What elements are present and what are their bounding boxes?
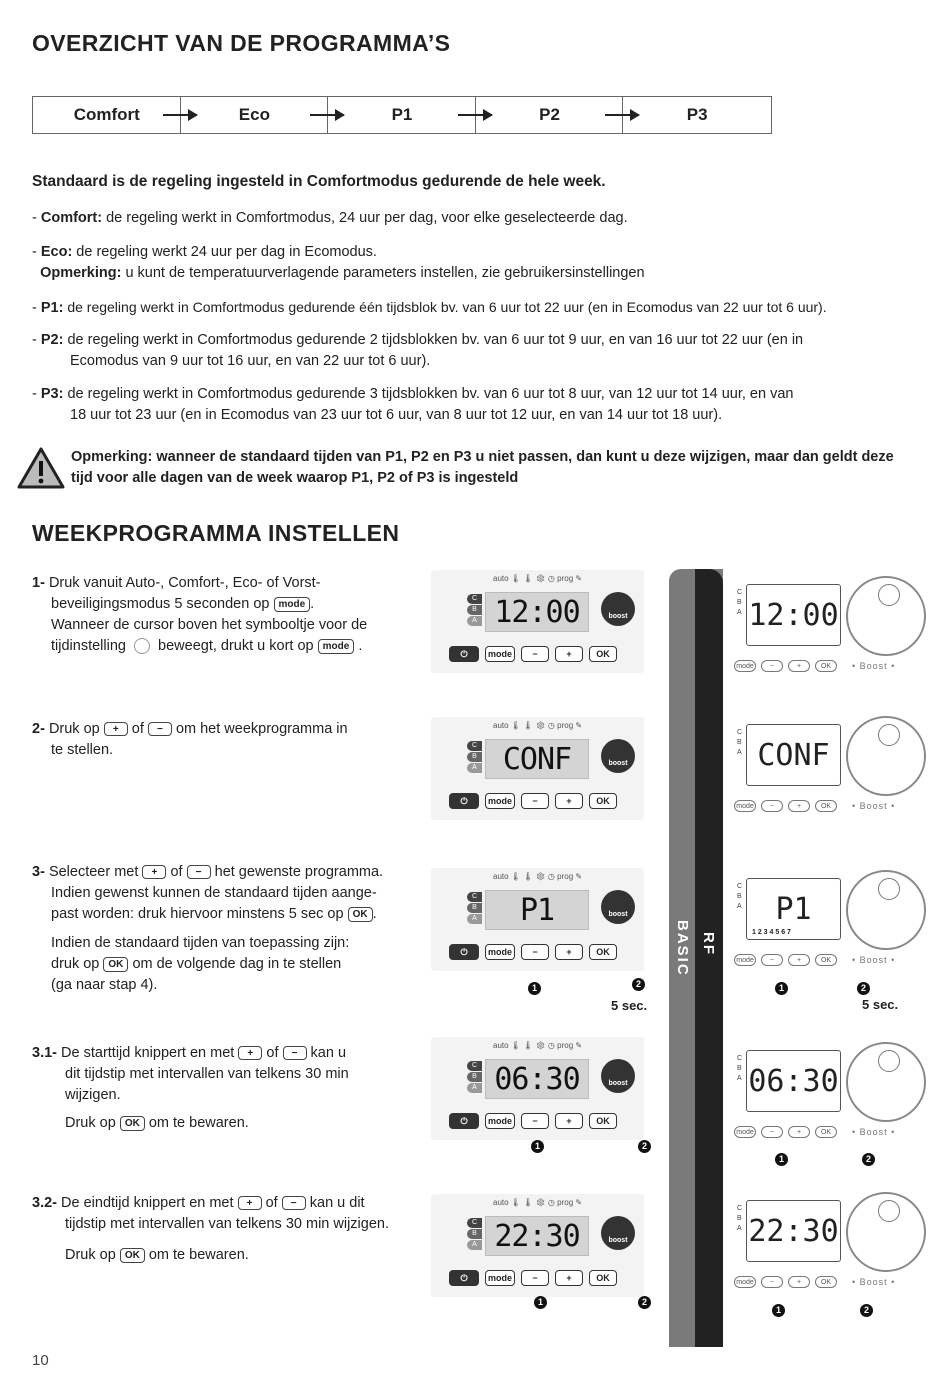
boost-label[interactable]: • Boost • (852, 801, 896, 811)
ok-key-icon: OK (120, 1116, 145, 1131)
abc-b: B (737, 1065, 742, 1072)
abc-a: A (737, 903, 742, 910)
step-2 (32, 719, 417, 761)
button-row (449, 793, 617, 809)
minus-key-icon: − (283, 1046, 307, 1060)
basic-panel-4 (431, 1037, 644, 1140)
plus-button[interactable]: + (788, 954, 810, 966)
step-text: of (265, 1195, 278, 1211)
flow-label: P2 (539, 105, 560, 124)
mode-button[interactable]: mode (734, 954, 756, 966)
rf-panel-3 (732, 866, 910, 971)
step-text: Druk op (48, 721, 100, 737)
step-text: Selecteer met (48, 864, 139, 880)
mode-button[interactable]: mode (485, 646, 515, 662)
abc-indicator (467, 1218, 482, 1251)
rf-label: RF (700, 932, 717, 956)
bullet-p1: - P1: de regeling werkt in Comfortmodus gedurende één tijdsblok bv. van 6 uur tot 22 uur (en in Ecomodus van 22 uur tot 6 uur). (32, 299, 827, 316)
marker-2: 2 (860, 1304, 873, 1317)
bullet-text-cont: Ecomodus van 9 uur tot 16 uur, en van 22 uur tot 6 uur). (70, 353, 431, 369)
lcd-display: 22:30 (485, 1216, 589, 1256)
abc-c: C (737, 1205, 743, 1212)
step-text: kan u dit (309, 1195, 365, 1211)
bullet-text: de regeling werkt 24 uur per dag in Ecomodus. (72, 244, 377, 260)
abc-b: B (737, 739, 742, 746)
dial-knob[interactable] (846, 716, 926, 796)
mode-icons: auto 🌡 🌡 ❄ ◷ prog ✎ (493, 1041, 583, 1050)
abc-indicator (737, 1054, 742, 1084)
lead-text: Standaard is de regeling ingesteld in Comfortmodus gedurende de hele week. (32, 173, 606, 190)
step-text: om te bewaren. (148, 1115, 249, 1131)
rf-button-row (734, 954, 895, 966)
step-text: tijdstip met intervallen van telkens 30 min wijzigen. (65, 1216, 389, 1232)
mode-button[interactable]: mode (485, 1270, 515, 1286)
power-button[interactable]: ⏻ (449, 646, 479, 662)
rf-lcd-display: P1 (746, 878, 841, 940)
lcd-display: P1 (485, 890, 589, 930)
power-button[interactable]: ⏻ (449, 944, 479, 960)
rf-panel-4 (732, 1038, 910, 1143)
marker-2: 2 (857, 982, 870, 995)
abc-c: C (467, 741, 482, 751)
bullet-label: Eco: (40, 244, 73, 260)
minus-button[interactable]: − (521, 1113, 549, 1129)
abc-c: C (467, 1061, 482, 1071)
plus-button[interactable]: + (555, 1113, 583, 1129)
lcd-display: 12:00 (485, 592, 589, 632)
minus-button[interactable]: − (761, 1276, 783, 1288)
minus-key-icon: − (282, 1196, 306, 1210)
bullet-p3: - P3: de regeling werkt in Comfortmodus gedurende 3 tijdsblokken bv. van 6 uur tot 8 uur, van 12 uur tot 14 uur, en van 18 uur tot 23 uur (en in Ecomodus van 23 uur tot 6 uur, van 8 uur tot 12 uur, en van 14 uur tot 18 uur). (32, 384, 912, 426)
marker-2: 2 (632, 978, 645, 991)
marker-2: 2 (638, 1296, 651, 1309)
ok-button[interactable]: OK (589, 1270, 617, 1286)
abc-indicator (737, 882, 742, 912)
flow-label: Eco (238, 105, 270, 124)
abc-indicator (737, 588, 742, 618)
plus-button[interactable]: + (788, 800, 810, 812)
abc-b: B (737, 599, 742, 606)
marker-2: 2 (638, 1140, 651, 1153)
plus-key-icon: + (104, 722, 128, 736)
abc-b: B (467, 605, 482, 615)
ok-key-icon: OK (103, 957, 128, 972)
bullet-comfort: - Comfort: de regeling werkt in Comfortmodus, 24 uur per dag, voor elke geselecteerde dag. (32, 210, 628, 226)
plus-button[interactable]: + (555, 1270, 583, 1286)
abc-a: A (467, 616, 482, 626)
boost-button[interactable]: boost (601, 592, 635, 626)
rf-lcd-display: 22:30 (746, 1200, 841, 1262)
step-text: Indien gewenst kunnen de standaard tijden aange- (51, 885, 377, 901)
rf-lcd-display: CONF (746, 724, 841, 786)
bullet-text: de regeling werkt in Comfortmodus gedurende één tijdsblok bv. van 6 uur tot 22 uur (en in Ecomodus van 22 uur tot 6 uur). (63, 299, 827, 315)
marker-1: 1 (775, 1153, 788, 1166)
abc-a: A (737, 609, 742, 616)
boost-button[interactable]: boost (601, 1216, 635, 1250)
basic-panel-5 (431, 1194, 644, 1297)
rf-lcd-display: 12:00 (746, 584, 841, 646)
abc-b: B (737, 1215, 742, 1222)
abc-b: B (737, 893, 742, 900)
abc-c: C (737, 729, 743, 736)
dial-knob[interactable] (846, 870, 926, 950)
abc-b: B (467, 1072, 482, 1082)
abc-indicator (467, 892, 482, 925)
bullet-label: P3: (40, 386, 64, 402)
button-row (449, 646, 617, 662)
bullet-text: de regeling werkt in Comfortmodus, 24 uur per dag, voor elke geselecteerde dag. (102, 210, 628, 226)
step-text: beveiligingsmodus 5 seconden op (51, 596, 270, 612)
step-text: tijdinstelling (51, 638, 126, 654)
abc-c: C (467, 1218, 482, 1228)
abc-a: A (737, 1075, 742, 1082)
bullet-text: de regeling werkt in Comfortmodus gedurende 3 tijdsblokken bv. van 6 uur tot 8 uur, van 12 uur tot 14 uur, en van (63, 386, 794, 402)
step-text: Druk op (65, 1247, 116, 1263)
abc-a: A (467, 1083, 482, 1093)
boost-label[interactable]: • Boost • (852, 1127, 896, 1137)
step-text: het gewenste programma. (214, 864, 384, 880)
marker-1: 1 (534, 1296, 547, 1309)
abc-b: B (467, 752, 482, 762)
step-text: of (170, 864, 183, 880)
plus-key-icon: + (238, 1046, 262, 1060)
ok-key-icon: OK (120, 1248, 145, 1263)
warning-icon (16, 446, 66, 490)
step-3: 3- Selecteer met + of − het gewenste programma. Indien gewenst kunnen de standaard tijden aange- past worden: druk hiervoor minstens 5 sec op OK . Indien de standaard tijden van toepassing zijn: druk op OK om de volgende dag in te stellen (ga naar stap 4). (32, 862, 417, 996)
bullet-label: P2: (40, 332, 64, 348)
plus-key-icon: + (238, 1196, 262, 1210)
ok-button[interactable]: OK (589, 793, 617, 809)
abc-c: C (737, 589, 743, 596)
rf-button-row (734, 660, 895, 672)
basic-label: BASIC (674, 920, 691, 977)
ok-button[interactable]: OK (815, 1276, 837, 1288)
plus-button[interactable]: + (555, 793, 583, 809)
flow-step-p3 (623, 97, 771, 133)
ok-key-icon: OK (348, 907, 373, 922)
step-text: De starttijd knippert en met (61, 1045, 235, 1061)
step-number: 3.1- (32, 1045, 57, 1061)
mode-icons: auto 🌡 🌡 ❄ ◷ prog ✎ (493, 721, 583, 730)
marker-1: 1 (531, 1140, 544, 1153)
mode-button[interactable]: mode (485, 944, 515, 960)
mode-key-icon: mode (274, 597, 311, 612)
minus-key-icon: − (187, 865, 211, 879)
ok-button[interactable]: OK (589, 944, 617, 960)
step-number: 3- (32, 864, 45, 880)
step-number: 1- (32, 575, 45, 591)
abc-a: A (467, 763, 482, 773)
step-text: De eindtijd knippert en met (61, 1195, 234, 1211)
abc-indicator (467, 741, 482, 774)
dial-knob[interactable] (846, 576, 926, 656)
flow-label: P3 (686, 105, 708, 124)
ok-button[interactable]: OK (589, 1113, 617, 1129)
bullet-label: Comfort: (40, 210, 103, 226)
step-text: om het weekprogramma in (175, 721, 348, 737)
step-3-1 (32, 1043, 417, 1134)
step-text: Druk op (65, 1115, 116, 1131)
step-text: of (131, 721, 144, 737)
marker-1: 1 (772, 1304, 785, 1317)
ok-button[interactable]: OK (815, 800, 837, 812)
boost-button[interactable]: boost (601, 890, 635, 924)
plus-button[interactable]: + (788, 660, 810, 672)
flow-label: P1 (391, 105, 413, 124)
basic-panel-2 (431, 717, 644, 820)
step-text: Druk vanuit Auto-, Comfort-, Eco- of Vorst- (48, 575, 321, 591)
boost-label[interactable]: • Boost • (852, 1277, 896, 1287)
flow-step-p1 (328, 97, 476, 133)
mode-button[interactable]: mode (734, 1126, 756, 1138)
mode-icons: auto 🌡 🌡 ❄ ◷ prog ✎ (493, 1198, 583, 1207)
day-indicators: 1 2 3 4 5 6 7 (752, 929, 791, 936)
minus-button[interactable]: − (521, 793, 549, 809)
mode-icons: auto 🌡 🌡 ❄ ◷ prog ✎ (493, 872, 583, 881)
lcd-display: CONF (485, 739, 589, 779)
program-flow (32, 96, 772, 134)
mode-button[interactable]: mode (734, 800, 756, 812)
plus-button[interactable]: + (555, 944, 583, 960)
warning-text: Opmerking: wanneer de standaard tijden van P1, P2 en P3 u niet passen, dan kunt u deze wijzigen, maar dan geldt deze tijd voor alle dagen van de week waarop P1, P2 of P3 is ingesteld (71, 449, 894, 486)
plus-button[interactable]: + (788, 1276, 810, 1288)
rf-panel-5 (732, 1188, 910, 1293)
rf-band (695, 569, 723, 1347)
flow-step-p2 (476, 97, 624, 133)
abc-a: A (467, 1240, 482, 1250)
plus-button[interactable]: + (555, 646, 583, 662)
bullet-p2: - P2: de regeling werkt in Comfortmodus gedurende 2 tijdsblokken bv. van 6 uur tot 9 uur, en van 16 uur tot 22 uur (en in Ecomodus van 9 uur tot 16 uur, en van 22 uur tot 6 uur). (32, 330, 912, 372)
page-number: 10 (32, 1352, 49, 1369)
step-text: om de volgende dag in te stellen (132, 956, 342, 972)
mode-button[interactable]: mode (485, 1113, 515, 1129)
boost-label[interactable]: • Boost • (852, 661, 896, 671)
step-text: dit tijdstip met intervallen van telkens 30 min (65, 1066, 349, 1082)
abc-b: B (467, 903, 482, 913)
minus-button[interactable]: − (521, 646, 549, 662)
basic-panel-1 (431, 570, 644, 673)
step-text: past worden: druk hiervoor minstens 5 sec op (51, 906, 344, 922)
rf-button-row (734, 1126, 895, 1138)
step-text: Indien de standaard tijden van toepassing zijn: (51, 935, 350, 951)
power-button[interactable]: ⏻ (449, 1113, 479, 1129)
ok-button[interactable]: OK (815, 660, 837, 672)
button-row (449, 1113, 617, 1129)
step-text: om te bewaren. (148, 1247, 249, 1263)
mode-button[interactable]: mode (485, 793, 515, 809)
ok-button[interactable]: OK (815, 1126, 837, 1138)
five-sec-label: 5 sec. (611, 998, 648, 1013)
abc-indicator (467, 1061, 482, 1094)
mode-button[interactable]: mode (734, 1276, 756, 1288)
power-button[interactable]: ⏻ (449, 793, 479, 809)
abc-a: A (737, 1225, 742, 1232)
step-1: 1- Druk vanuit Auto-, Comfort-, Eco- of Vorst- beveiligingsmodus 5 seconden op mode . Wanneer de cursor boven het symbooltje voor de tijdinstelling beweegt, drukt u kort op mode . (32, 573, 417, 657)
step-text: kan u (310, 1045, 347, 1061)
note-label: Opmerking: (40, 265, 122, 281)
abc-b: B (467, 1229, 482, 1239)
bullet-text-cont: 18 uur tot 23 uur (en in Ecomodus van 23 uur tot 6 uur, van 8 uur tot 12 uur, en van 14 uur tot 18 uur). (70, 407, 723, 423)
step-text: wijzigen. (65, 1087, 121, 1103)
ok-button[interactable]: OK (815, 954, 837, 966)
minus-button[interactable]: − (761, 954, 783, 966)
abc-a: A (737, 749, 742, 756)
step-text: (ga naar stap 4). (51, 977, 158, 993)
abc-c: C (467, 594, 482, 604)
abc-c: C (737, 883, 743, 890)
step-text: beweegt, drukt u kort op (158, 638, 314, 654)
rf-panel-1 (732, 572, 910, 677)
bullet-label: P1: (40, 300, 64, 316)
abc-indicator (467, 594, 482, 627)
abc-indicator (737, 1204, 742, 1234)
dial-knob[interactable] (846, 1192, 926, 1272)
rf-button-row (734, 800, 895, 812)
minus-button[interactable]: − (521, 1270, 549, 1286)
minus-button[interactable]: − (761, 1126, 783, 1138)
boost-button[interactable]: boost (601, 739, 635, 773)
bullet-text: de regeling werkt in Comfortmodus gedurende 2 tijdsblokken bv. van 6 uur tot 9 uur, en van 16 uur tot 22 uur (en in (63, 332, 804, 348)
bullet-eco: - Eco: de regeling werkt 24 uur per dag in Ecomodus. Opmerking: u kunt de temperatuurverlagende parameters instellen, zie gebruikersinstellingen (32, 244, 645, 281)
boost-button[interactable]: boost (601, 1059, 635, 1093)
power-button[interactable]: ⏻ (449, 1270, 479, 1286)
flow-label: Comfort (73, 105, 140, 124)
minus-key-icon: − (148, 722, 172, 736)
step-text: druk op (51, 956, 100, 972)
step-text: te stellen. (51, 742, 114, 758)
plus-key-icon: + (142, 865, 166, 879)
rf-button-row (734, 1276, 895, 1288)
five-sec-label: 5 sec. (862, 997, 899, 1012)
note-text: u kunt de temperatuurverlagende parameters instellen, zie gebruikersinstellingen (121, 265, 645, 281)
mode-key-icon: mode (318, 639, 355, 654)
minus-button[interactable]: − (521, 944, 549, 960)
step-text: Wanneer de cursor boven het symbooltje voor de (51, 617, 368, 633)
step-number: 2- (32, 721, 45, 737)
step-number: 3.2- (32, 1195, 57, 1211)
rf-lcd-display: 06:30 (746, 1050, 841, 1112)
page-title: OVERZICHT VAN DE PROGRAMMA’S (32, 30, 451, 56)
marker-1: 1 (775, 982, 788, 995)
step-3-2 (32, 1193, 417, 1266)
plus-button[interactable]: + (788, 1126, 810, 1138)
flow-step-eco (181, 97, 329, 133)
ok-button[interactable]: OK (589, 646, 617, 662)
abc-c: C (467, 892, 482, 902)
button-row (449, 1270, 617, 1286)
abc-a: A (467, 914, 482, 924)
lcd-display: 06:30 (485, 1059, 589, 1099)
marker-2: 2 (862, 1153, 875, 1166)
dial-knob[interactable] (846, 1042, 926, 1122)
section-title: WEEKPROGRAMMA INSTELLEN (32, 520, 400, 546)
minus-button[interactable]: − (761, 800, 783, 812)
button-row (449, 944, 617, 960)
step-text: of (266, 1045, 279, 1061)
mode-icons: auto 🌡 🌡 ❄ ◷ prog ✎ (493, 574, 583, 583)
clock-icon (134, 638, 150, 654)
rf-panel-2 (732, 712, 910, 817)
abc-indicator (737, 728, 742, 758)
flow-step-comfort (33, 97, 181, 133)
marker-1: 1 (528, 982, 541, 995)
abc-c: C (737, 1055, 743, 1062)
basic-panel-3 (431, 868, 644, 971)
boost-label[interactable]: • Boost • (852, 955, 896, 965)
minus-button[interactable]: − (761, 660, 783, 672)
mode-button[interactable]: mode (734, 660, 756, 672)
